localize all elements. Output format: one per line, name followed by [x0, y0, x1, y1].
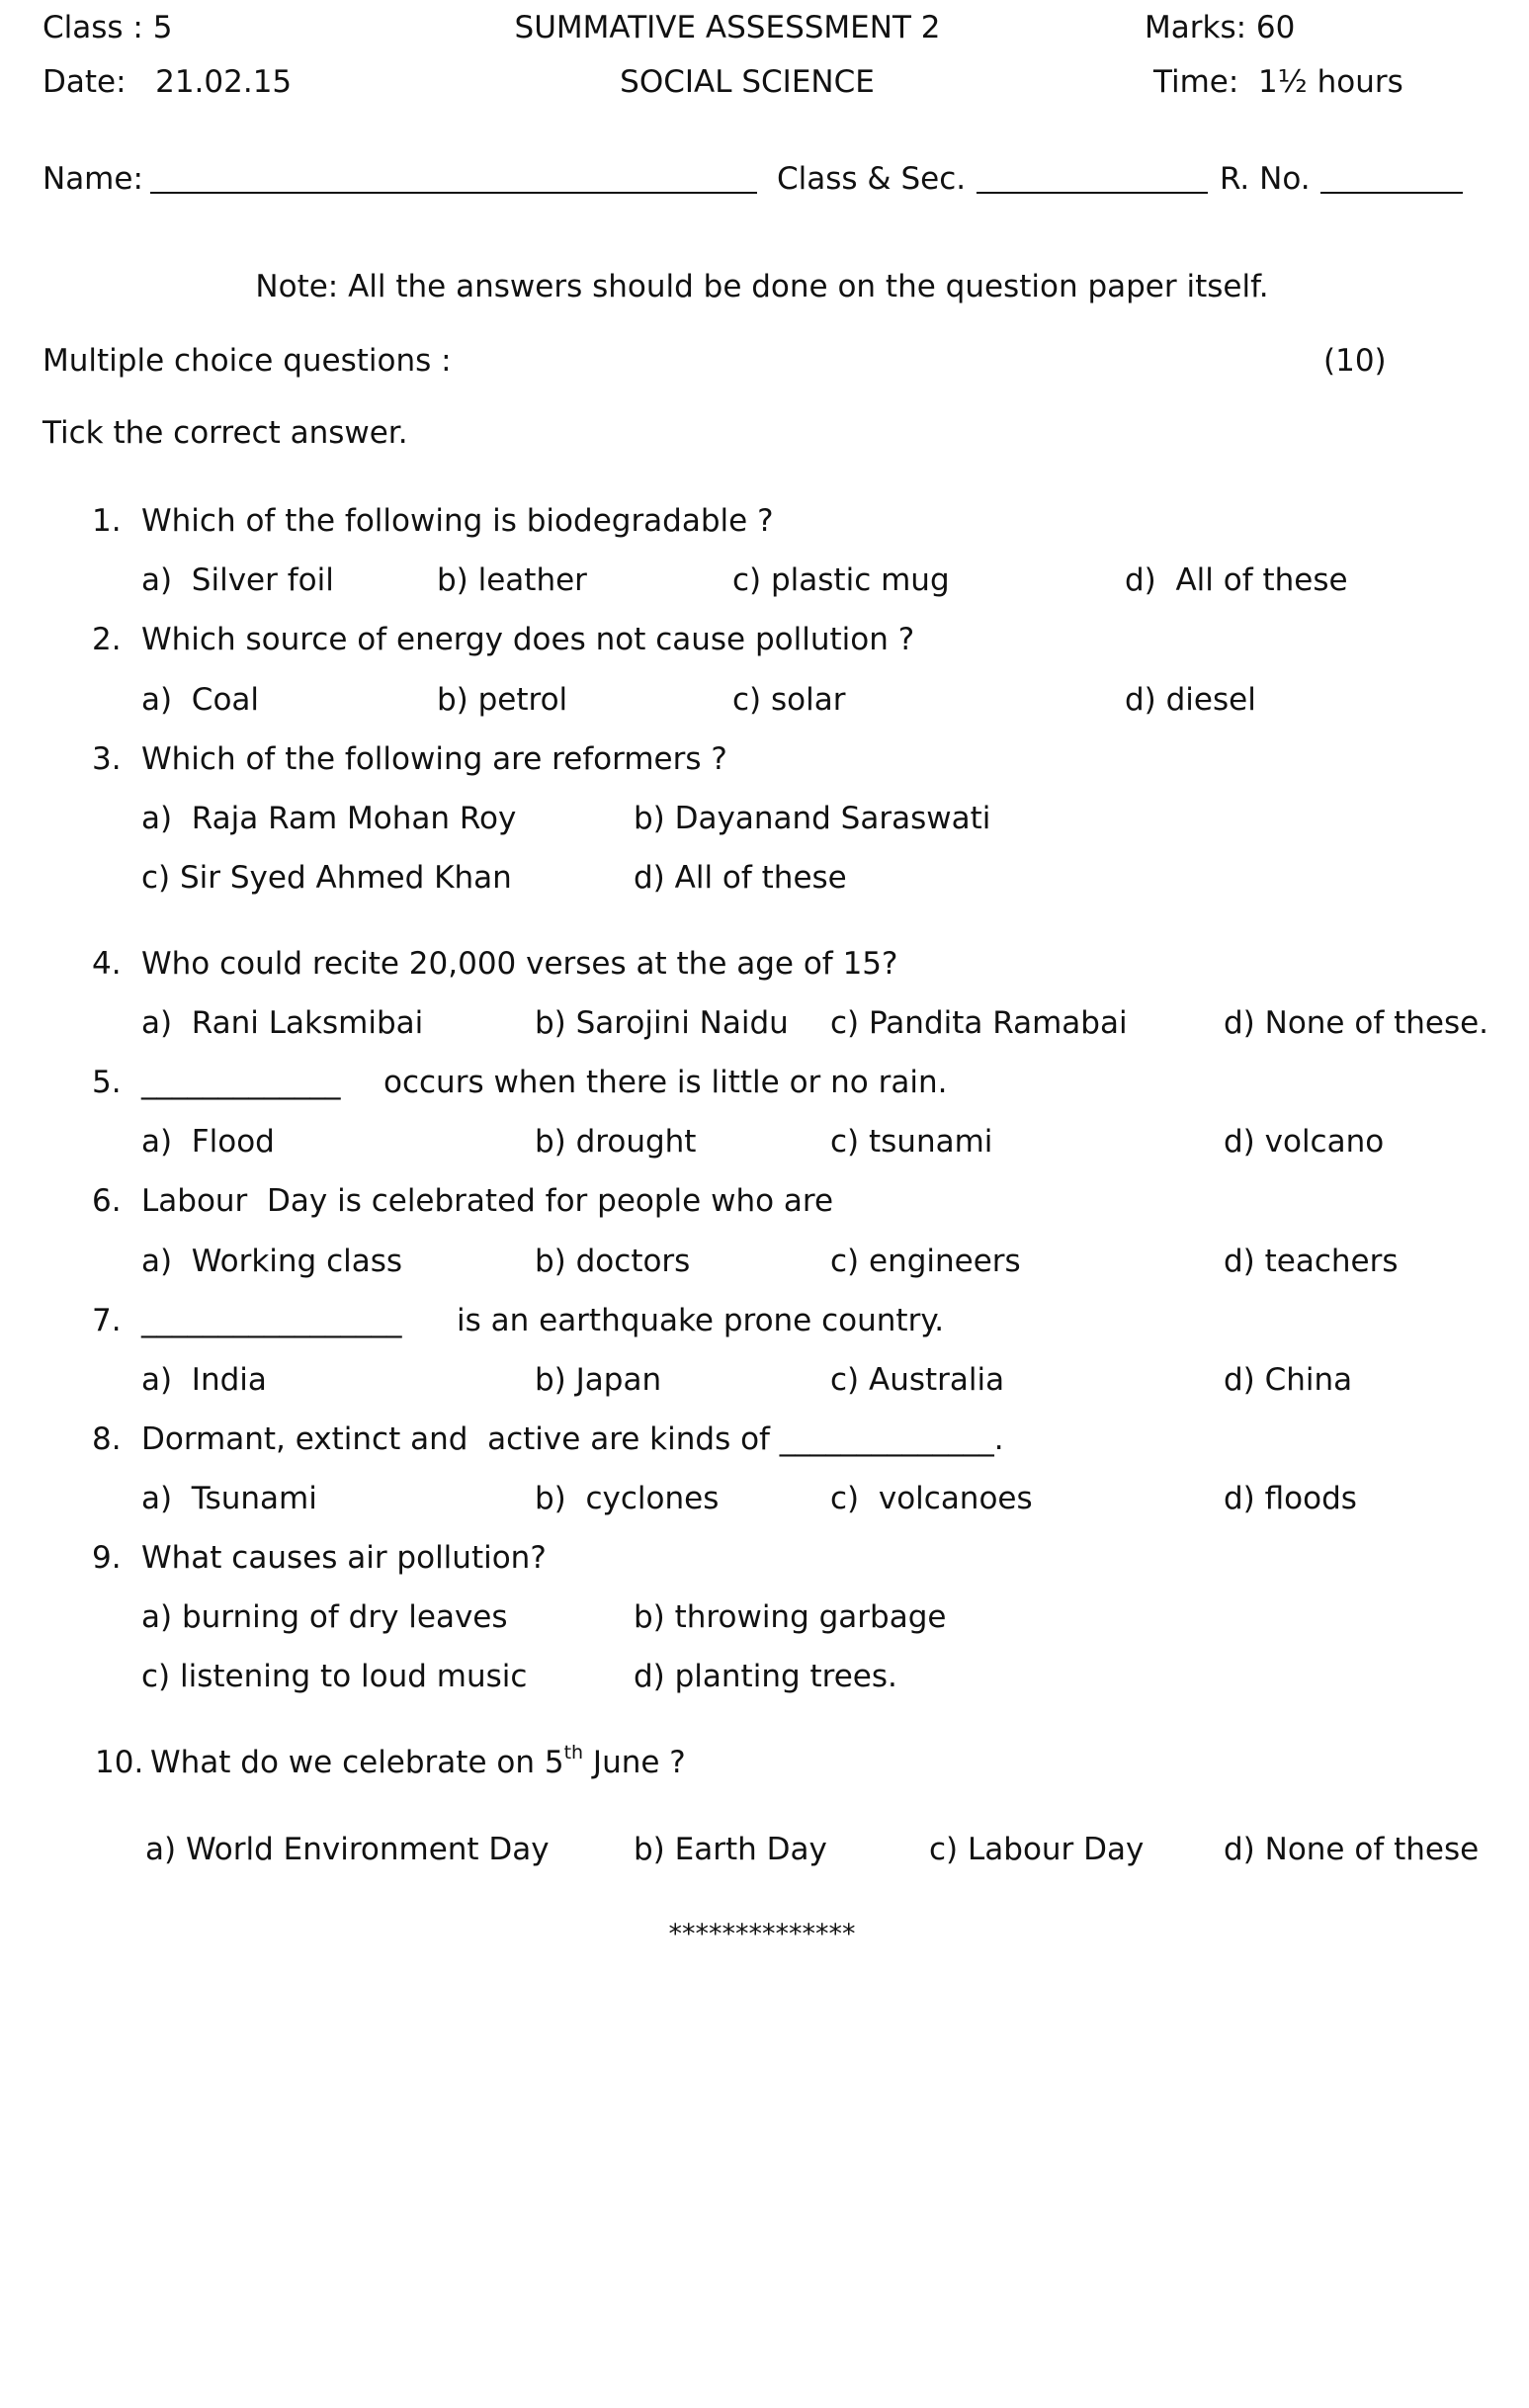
option-b[interactable]: b) drought [535, 1124, 697, 1160]
option-c[interactable]: c) solar [732, 682, 846, 718]
option-d[interactable]: d) floods [1224, 1481, 1357, 1516]
option-d[interactable]: d) All of these [634, 860, 847, 896]
option-a[interactable]: a) Tsunami [141, 1481, 317, 1516]
note-text: Note: All the answers should be done on the question paper itself. [255, 269, 1269, 304]
option-a[interactable]: a) Flood [141, 1124, 275, 1160]
option-a[interactable]: a) World Environment Day [145, 1832, 550, 1867]
option-d[interactable]: d) All of these [1125, 562, 1348, 598]
class-sec-field[interactable] [977, 192, 1208, 194]
option-c[interactable]: c) Australia [830, 1362, 1005, 1398]
question-text: Labour Day is celebrated for people who are [141, 1183, 834, 1219]
question-text: Who could recite 20,000 verses at the age of 15? [141, 946, 898, 982]
class-label: Class : 5 [42, 10, 173, 45]
option-c[interactable]: c) Sir Syed Ahmed Khan [141, 860, 512, 896]
question-number: 4. [92, 946, 122, 982]
question-number: 6. [92, 1183, 122, 1219]
option-c[interactable]: c) plastic mug [732, 562, 950, 598]
question-text: occurs when there is little or no rain. [383, 1065, 948, 1100]
exam-title: SUMMATIVE ASSESSMENT 2 [514, 10, 941, 45]
section-title: Multiple choice questions : [42, 343, 452, 379]
section-marks: (10) [1323, 343, 1387, 379]
exam-date: Date: 21.02.15 [42, 64, 293, 100]
question-number: 7. [92, 1303, 122, 1338]
class-sec-label: Class & Sec. [777, 161, 967, 197]
option-d[interactable]: d) diesel [1125, 682, 1256, 718]
option-b[interactable]: b) Japan [535, 1362, 662, 1398]
question-number: 5. [92, 1065, 122, 1100]
option-d[interactable]: d) volcano [1224, 1124, 1385, 1160]
option-c[interactable]: c) Labour Day [929, 1832, 1145, 1867]
question-text: Dormant, extinct and active are kinds of ______________. [141, 1421, 1004, 1457]
option-b[interactable]: b) cyclones [535, 1481, 720, 1516]
option-a[interactable]: a) Rani Laksmibai [141, 1005, 424, 1041]
question-text: What causes air pollution? [141, 1540, 547, 1576]
end-of-paper-marker: ************** [668, 1919, 856, 1949]
option-c[interactable]: c) tsunami [830, 1124, 993, 1160]
name-label: Name: [42, 161, 143, 197]
option-a[interactable]: a) Raja Ram Mohan Roy [141, 801, 517, 836]
option-a[interactable]: a) India [141, 1362, 267, 1398]
question-text: Which source of energy does not cause pollution ? [141, 622, 915, 657]
option-a[interactable]: a) burning of dry leaves [141, 1599, 508, 1635]
question-number: 2. [92, 622, 122, 657]
option-c[interactable]: c) volcanoes [830, 1481, 1033, 1516]
option-b[interactable]: b) Dayanand Saraswati [634, 801, 991, 836]
roll-number-field[interactable] [1320, 192, 1463, 194]
question-number: 1. [92, 503, 122, 539]
question-text: What do we celebrate on 5th June ? [150, 1742, 686, 1780]
option-b[interactable]: b) petrol [437, 682, 568, 718]
fill-blank[interactable]: _____________ [141, 1065, 341, 1100]
ordinal-suffix: th [563, 1742, 584, 1763]
option-c[interactable]: c) Pandita Ramabai [830, 1005, 1128, 1041]
option-d[interactable]: d) planting trees. [634, 1659, 897, 1694]
option-c[interactable]: c) listening to loud music [141, 1659, 528, 1694]
option-b[interactable]: b) leather [437, 562, 587, 598]
roll-label: R. No. [1220, 161, 1311, 197]
option-d[interactable]: d) None of these [1224, 1832, 1480, 1867]
option-b[interactable]: b) throwing garbage [634, 1599, 947, 1635]
question-number: 8. [92, 1421, 122, 1457]
exam-time: Time: 1½ hours [1153, 64, 1403, 100]
question-number: 3. [92, 741, 122, 777]
question-text: Which of the following is biodegradable ? [141, 503, 774, 539]
option-b[interactable]: b) Sarojini Naidu [535, 1005, 789, 1041]
marks-label: Marks: 60 [1145, 10, 1296, 45]
question-text: is an earthquake prone country. [457, 1303, 945, 1338]
question-number: 9. [92, 1540, 122, 1576]
option-b[interactable]: b) Earth Day [634, 1832, 827, 1867]
option-d[interactable]: d) teachers [1224, 1244, 1399, 1279]
option-a[interactable]: a) Working class [141, 1244, 403, 1279]
subject-title: SOCIAL SCIENCE [620, 64, 875, 100]
option-d[interactable]: d) China [1224, 1362, 1353, 1398]
question-number: 10. [95, 1745, 144, 1780]
name-field[interactable] [150, 192, 757, 194]
option-c[interactable]: c) engineers [830, 1244, 1021, 1279]
option-d[interactable]: d) None of these. [1224, 1005, 1489, 1041]
option-a[interactable]: a) Coal [141, 682, 260, 718]
option-b[interactable]: b) doctors [535, 1244, 691, 1279]
fill-blank[interactable]: _________________ [141, 1303, 402, 1338]
instruction-text: Tick the correct answer. [42, 415, 408, 451]
option-a[interactable]: a) Silver foil [141, 562, 334, 598]
question-text: Which of the following are reformers ? [141, 741, 727, 777]
